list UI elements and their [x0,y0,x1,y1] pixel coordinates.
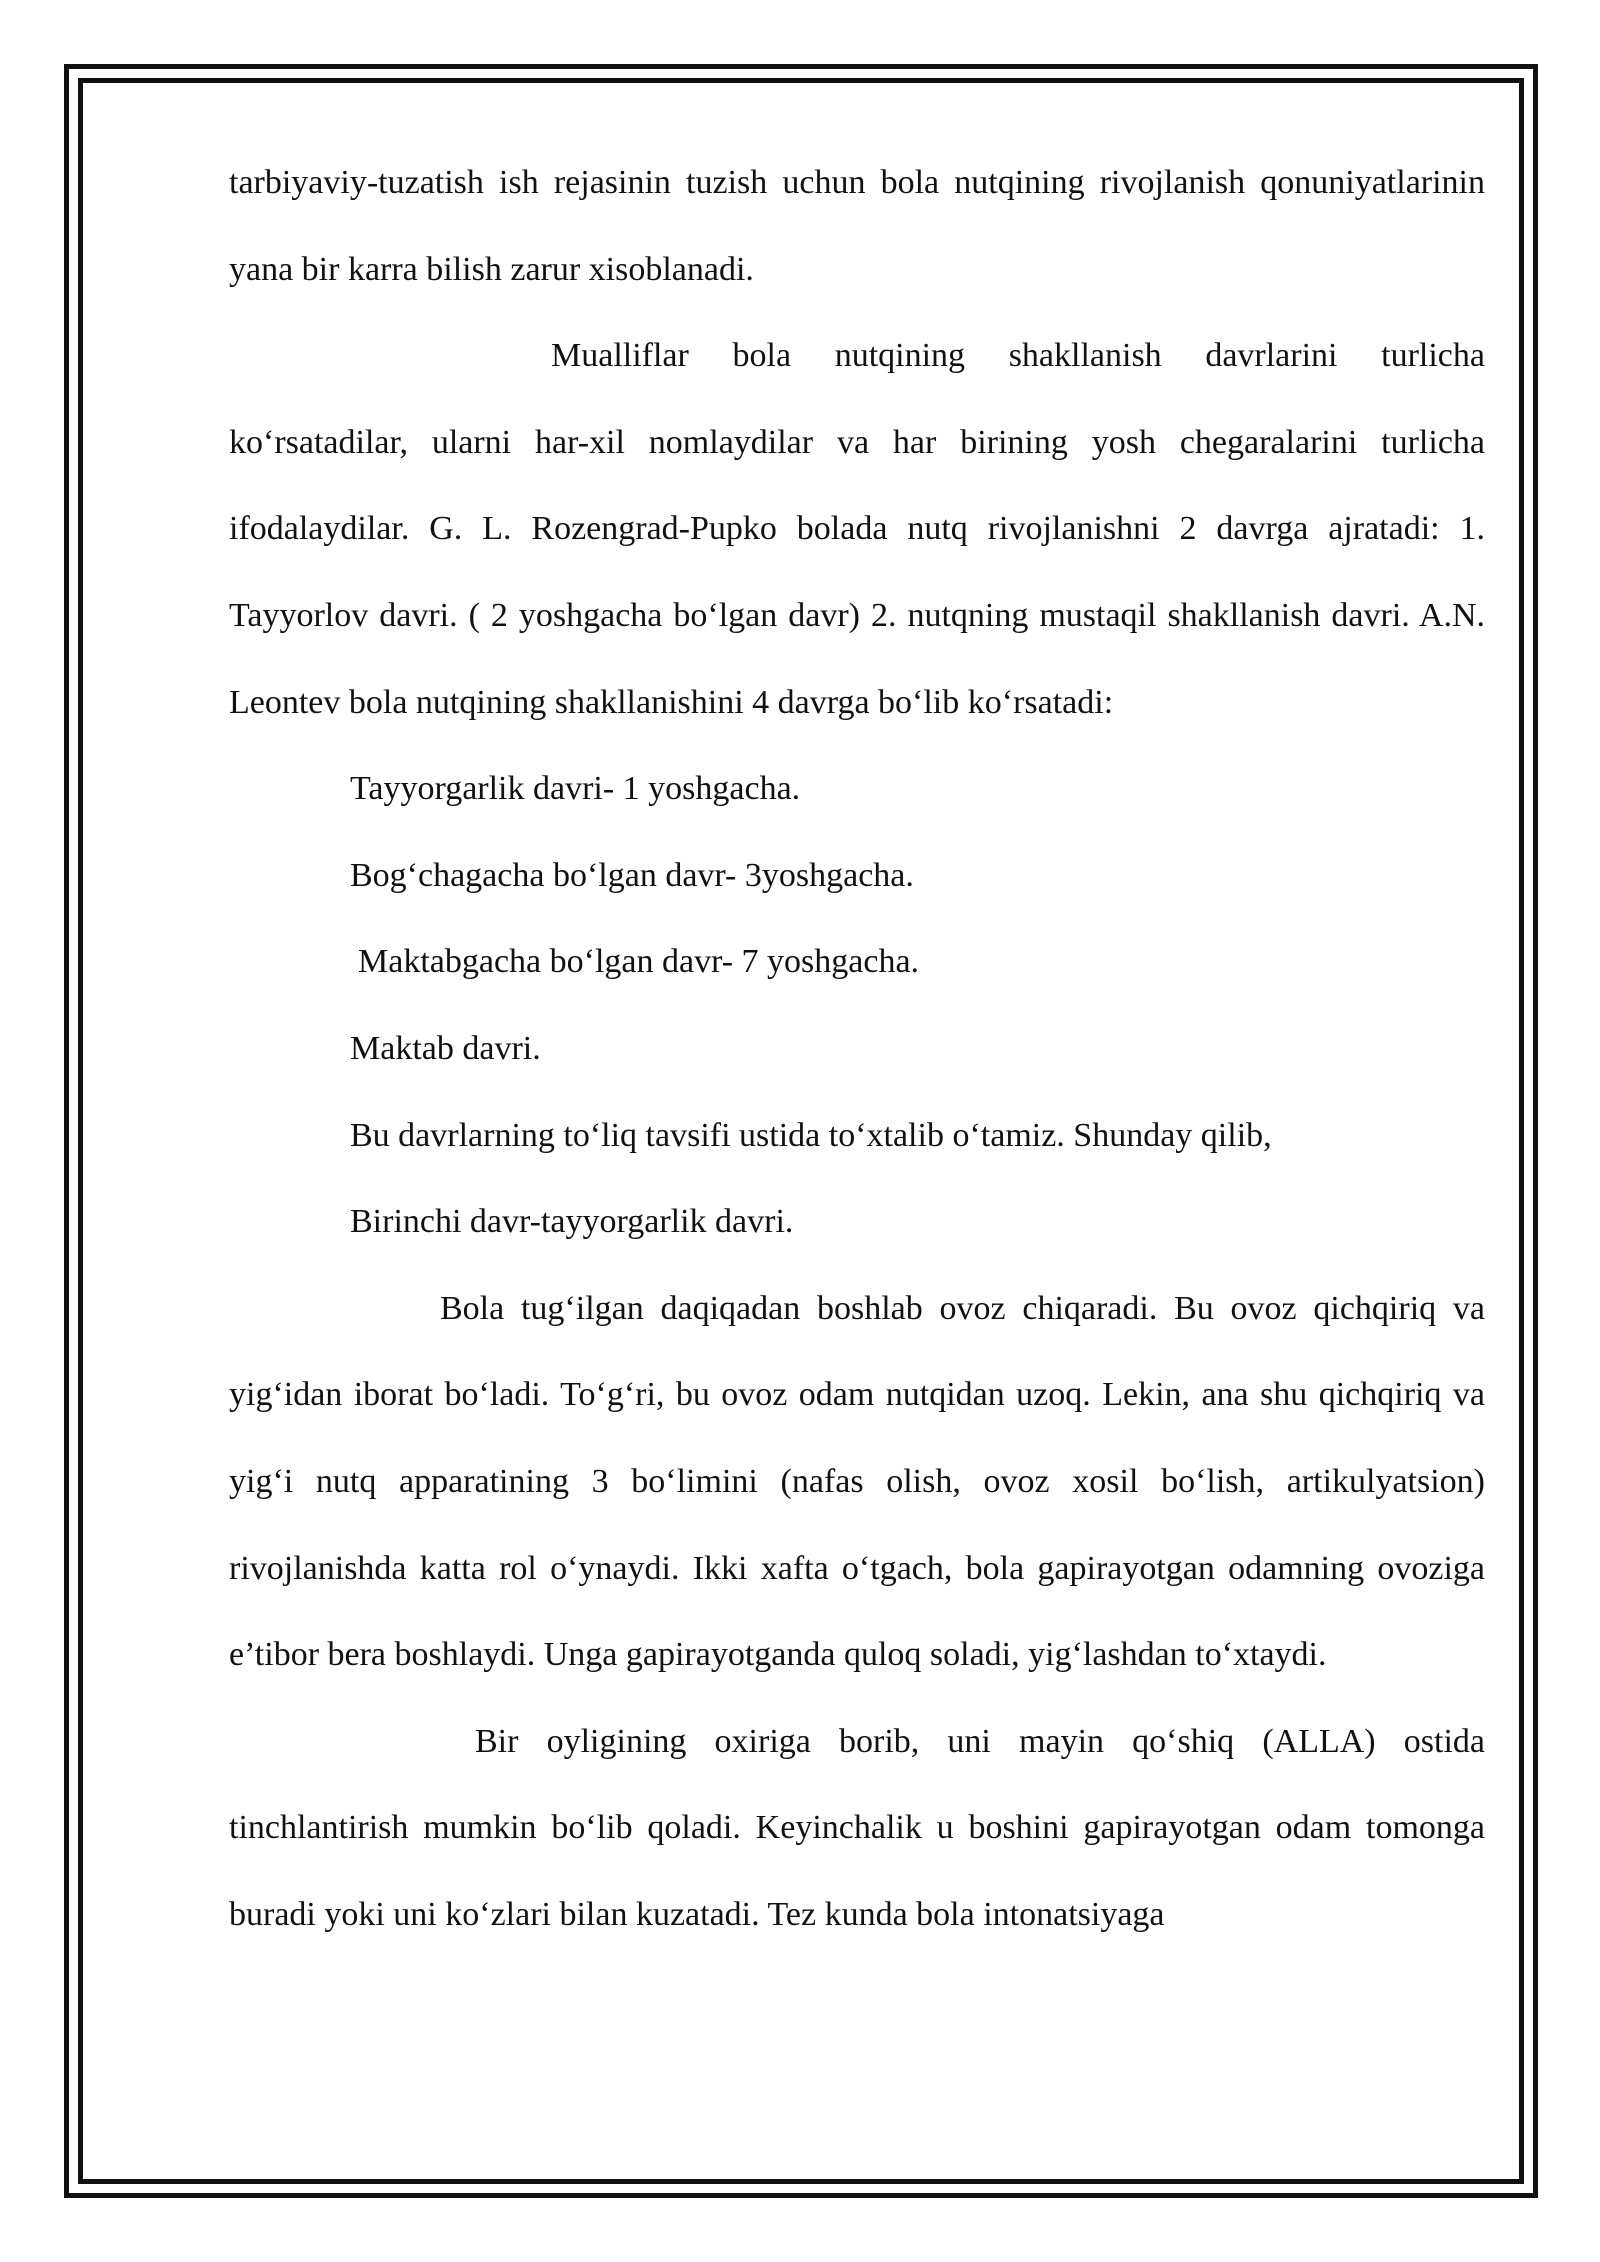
paragraph-2: Mualliflar bola nutqining shakllanish davrlarini turlicha ko‘rsatadilar, ularni har-xil nomlaydilar va har birining yosh chegaralarini turlicha ifodalaydilar. G. L. Rozengrad-Pupko bolada nutq rivojlanishni 2 davrga ajratadi: 1. Tayyorlov davri. ( 2 yoshgacha bo‘lgan davr) 2. nutqning mustaqil shakllanish davri. A.N. Leontev bola nutqining shakllanishini 4 davrga bo‘lib ko‘rsatadi: [229,337,1485,721]
list-line-4: Maktab davri. [350,1029,541,1067]
list-line-6: Birinchi davr-tayyorgarlik davri. [350,1203,794,1241]
paragraph-1: tarbiyaviy-tuzatish ish rejasinin tuzish uchun bola nutqining rivojlanish qonuniyatlarinin yana bir karra bilish zarur xisoblanadi. [229,164,1485,288]
paragraph-4: Bir oyligining oxiriga borib, uni mayin qo‘shiq (ALLA) ostida tinchlantirish mumkin bo‘lib qoladi. Keyinchalik u boshini gapirayotgan odam tomonga buradi yoki uni ko‘zlari bilan kuzatadi. Tez kunda bola intonatsiyaga [229,1722,1485,1933]
list-line-3: Maktabgacha bo‘lgan davr- 7 yoshgacha. [358,943,920,981]
list-line-1: Tayyorgarlik davri- 1 yoshgacha. [350,770,801,808]
list-line-5: Bu davrlarning to‘liq tavsifi ustida to‘xtalib o‘tamiz. Shunday qilib, [350,1116,1272,1154]
paragraph-3: Bola tug‘ilgan daqiqadan boshlab ovoz chiqaradi. Bu ovoz qichqiriq va yig‘idan iborat bo‘ladi. To‘g‘ri, bu ovoz odam nutqidan uzoq. Lekin, ana shu qichqiriq va yig‘i nutq apparatining 3 bo‘limini (nafas olish, ovoz xosil bo‘lish, artikulyatsion) rivojlanishda katta rol o‘ynaydi. Ikki xafta o‘tgach, bola gapirayotgan odamning ovoziga e’tibor bera boshlaydi. Unga gapirayotganda quloq soladi, yig‘lashdan to‘xtaydi. [229,1289,1485,1674]
document-body [229,140,1485,1958]
list-line-2: Bog‘chagacha bo‘lgan davr- 3yoshgacha. [350,856,914,894]
